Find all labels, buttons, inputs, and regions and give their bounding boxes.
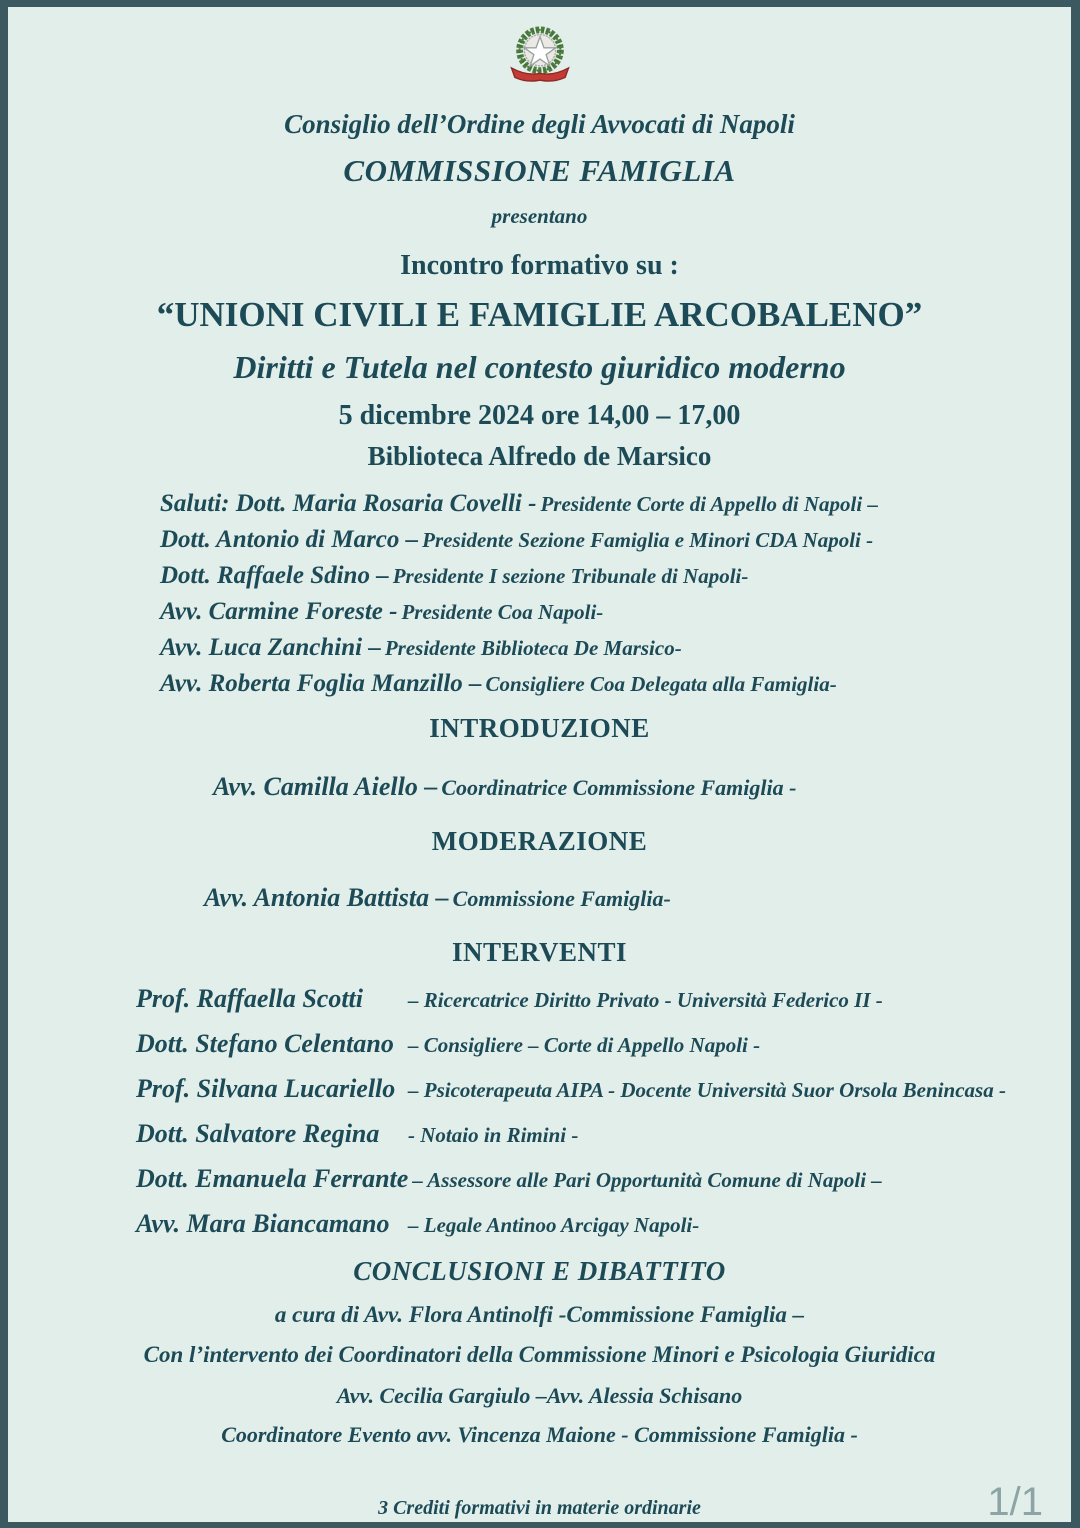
speakers-list [8,984,1071,1254]
speaker-name: Dott. Stefano Celentano [136,1028,394,1058]
greeting-line [160,595,1011,631]
speaker-line [136,1119,1041,1164]
person-name: Avv. Antonia Battista – [204,882,449,912]
section-heading-introduzione: INTRODUZIONE [429,712,650,743]
speaker-line [136,1209,1041,1254]
event-venue: Biblioteca Alfredo de Marsico [367,441,712,472]
speaker-name: Dott. Emanuela Ferrante [136,1163,409,1193]
speaker-name: Prof. Raffaella Scotti [136,983,364,1013]
greeting-line [160,631,1011,667]
speaker-line [136,1164,1041,1209]
speaker-line [136,984,1041,1029]
greeting-line [160,487,1011,523]
speaker-name: Avv. Mara Biancamano [136,1208,390,1238]
person-role: Presidente Corte di Appello di Napoli – [540,491,878,516]
introduzione-speaker [8,772,1071,802]
speaker-role: – Legale Antinoo Arcigay Napoli- [408,1212,700,1237]
speaker-role: – Assessore alle Pari Opportunità Comune di Napoli – [412,1167,882,1192]
person-role: Coordinatrice Commissione Famiglia - [441,774,797,800]
speaker-role: – Ricercatrice Diritto Privato - Università Federico II - [408,987,883,1012]
page-number-indicator: 1/1 [987,1480,1043,1522]
section-heading-interventi: INTERVENTI [451,936,628,967]
presents-label: presentano [491,203,588,228]
person-role: Commissione Famiglia- [452,885,671,911]
commission-title: COMMISSIONE FAMIGLIA [343,153,736,189]
speaker-role: - Notaio in Rimini - [408,1122,579,1147]
organization-title: Consiglio dell’Ordine degli Avvocati di Napoli [284,109,795,139]
speaker-line [136,1029,1041,1074]
document-page [8,7,1071,1522]
greeting-line [160,667,1011,703]
event-subtitle: Diritti e Tutela nel contesto giuridico moderno [233,349,846,386]
person-name: Avv. Roberta Foglia Manzillo – [160,669,482,697]
section-heading-moderazione: MODERAZIONE [431,825,648,856]
greeting-line [160,559,1011,595]
speaker-role: – Psicoterapeuta AIPA - Docente Università Suor Orsola Benincasa - [408,1077,1006,1102]
conclusioni-coordinators: Con l’intervento dei Coordinatori della Commissione Minori e Psicologia Giuridica [143,1342,936,1368]
conclusioni-lawyers: Avv. Cecilia Gargiulo –Avv. Alessia Schisano [336,1382,743,1408]
conclusioni-curator: a cura di Avv. Flora Antinolfi -Commissione Famiglia – [274,1301,805,1327]
section-heading-conclusioni: CONCLUSIONI E DIBATTITO [353,1255,726,1286]
speaker-line [136,1074,1041,1119]
person-name: Avv. Carmine Foreste - [160,597,398,625]
person-role: Presidente I sezione Tribunale di Napoli- [392,563,749,588]
moderazione-speaker [8,883,1071,913]
event-title: “UNIONI CIVILI E FAMIGLIE ARCOBALENO” [156,295,923,335]
person-role: Presidente Sezione Famiglia e Minori CDA Napoli - [422,527,874,552]
person-name: Dott. Antonio di Marco – [160,525,419,553]
speaker-name: Prof. Silvana Lucariello [136,1073,396,1103]
person-name: Avv. Camilla Aiello – [213,771,438,801]
person-role: Presidente Biblioteca De Marsico- [384,635,682,660]
credits-note: 3 Crediti formativi in materie ordinarie [378,1496,701,1519]
event-intro: Incontro formativo su : [400,249,679,281]
person-name: Avv. Luca Zanchini – [160,633,381,661]
person-role: Consigliere Coa Delegata alla Famiglia- [485,671,837,696]
greetings-list [8,487,1071,703]
speaker-role: – Consigliere – Corte di Appello Napoli - [408,1032,761,1057]
person-name: Dott. Raffaele Sdino – [160,561,389,589]
event-coordinator: Coordinatore Evento avv. Vincenza Maione - Commissione Famiglia - [221,1422,858,1448]
event-datetime: 5 dicembre 2024 ore 14,00 – 17,00 [338,399,741,431]
italian-republic-emblem-icon [506,23,574,92]
person-role: Presidente Coa Napoli- [401,599,604,624]
person-name: Saluti: Dott. Maria Rosaria Covelli - [160,489,537,517]
greeting-line [160,523,1011,559]
emblem-container [8,7,1071,92]
speaker-name: Dott. Salvatore Regina [136,1118,380,1148]
